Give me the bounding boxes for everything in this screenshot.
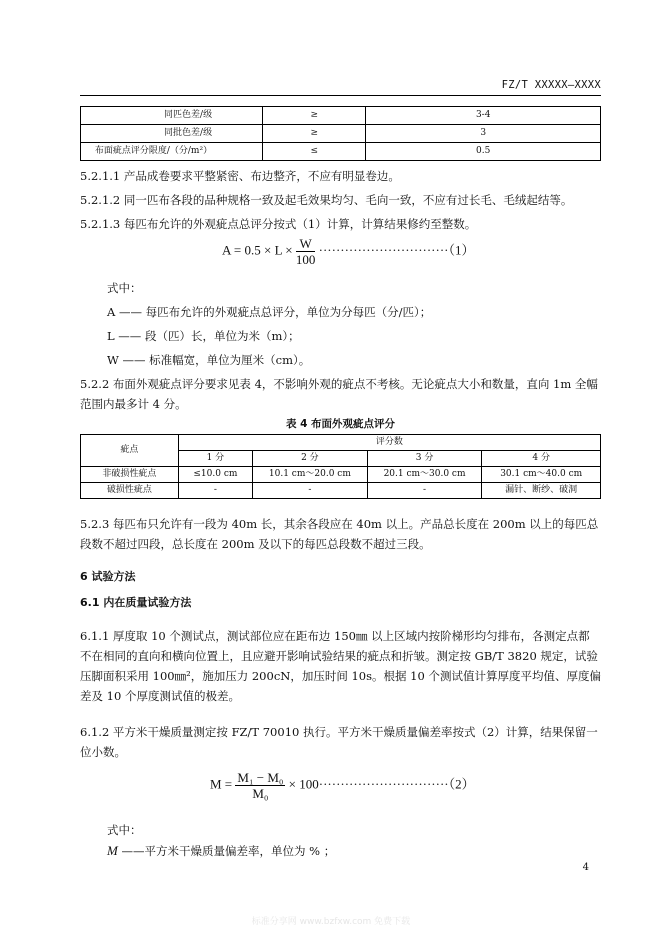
para-5-2-3: 5.2.3 每匹布只允许有一段为 40m 长，其余各段应在 40m 以上。产品总长度在 200m 以上的每匹总段数不超过四段，总长度在 200m 及以下的每匹总段数不超过三段。 <box>80 517 599 551</box>
table-cell: ≤10.0 cm <box>178 467 252 483</box>
formula-2-lhs: M = <box>210 776 233 792</box>
table-cell: - <box>367 483 482 499</box>
table-row <box>81 467 601 483</box>
row-operator: ≥ <box>263 125 366 143</box>
score-head: 4 分 <box>482 451 601 467</box>
formula-1-leader: ······························ <box>318 242 449 258</box>
para-5-2-1-2: 5.2.1.2 同一匹布各段的品种规格一致及起毛效果均匀、毛向一致，不应有过长毛、毛绒起结等。 <box>80 193 573 207</box>
definition-L: L —— 段（匹）长，单位为米（m）； <box>107 329 300 343</box>
definition-W: W —— 标准幅宽，单位为厘米（cm）。 <box>107 353 311 367</box>
score-head: 2 分 <box>253 451 368 467</box>
table-cell: - <box>253 483 368 499</box>
row-label: 同匹色差/级 <box>81 107 263 125</box>
table-4-caption: 表 4 布面外观疵点评分 <box>285 418 396 430</box>
formula-2 <box>210 770 475 801</box>
row-label: 同批色差/级 <box>81 125 263 143</box>
formula-1-denominator: 100 <box>295 252 316 267</box>
score-head: 1 分 <box>178 451 252 467</box>
formula-1-numerator: W <box>296 236 316 252</box>
where-label-2: 式中： <box>107 823 142 837</box>
defect-name: 破损性疵点 <box>81 483 179 499</box>
column-header-defect: 疵点 <box>81 435 179 467</box>
definition-A: A —— 每匹布允许的外观疵点总评分，单位为分每匹（分/匹）； <box>107 305 432 319</box>
para-6-1-1: 6.1.1 厚度取 10 个测试点，测试部位应在距布边 150㎜ 以上区域内按阶梯形均匀排布，各测定点都不在相同的直向和横向位置上，且应避开影响试验结果的疵点和折皱。测定按 GB/T 3820 规定，试验压脚面积采用 100㎜²，施加压力 200cN，加压时间 10s。根据 10 个测试值计算厚度平均值、厚度偏差及 10 个厚度测试值的极差。 <box>80 629 601 703</box>
row-operator: ≥ <box>263 107 366 125</box>
row-operator: ≤ <box>263 143 366 161</box>
table-header-row <box>81 435 601 451</box>
table-cell: 10.1 cm～20.0 cm <box>253 467 368 483</box>
formula-2-leader: ······························ <box>318 776 449 792</box>
table-4-defect-scoring <box>80 434 601 499</box>
definition-M-symbol: M <box>107 843 118 858</box>
formula-1 <box>222 236 475 267</box>
definition-M-text: ——平方米干燥质量偏差率，单位为 % ； <box>121 844 336 858</box>
column-header-score: 评分数 <box>178 435 600 451</box>
table-row <box>81 107 601 125</box>
table-row <box>81 483 601 499</box>
formula-2-fraction <box>235 770 285 801</box>
formula-1-fraction <box>296 236 316 267</box>
formula-1-lhs: A = 0.5 × L × <box>222 242 293 258</box>
document-code: FZ/T XXXXX—XXXX <box>501 79 601 91</box>
formula-2-numerator: M₁ − M₀ <box>237 770 284 785</box>
page-number: 4 <box>582 862 589 873</box>
footer-watermark: 标准分享网 www.bzfxw.com 免费下载 <box>251 917 411 927</box>
defect-name: 非破损性疵点 <box>81 467 179 483</box>
formula-2-denominator: M₀ <box>252 786 269 801</box>
row-value: 3-4 <box>366 107 601 125</box>
table-cell: 漏针、断纱、破洞 <box>482 483 601 499</box>
definition-M <box>107 841 335 861</box>
table-cell: 30.1 cm～40.0 cm <box>482 467 601 483</box>
table-row <box>81 125 601 143</box>
where-label-1: 式中： <box>107 281 142 295</box>
table-cell: - <box>178 483 252 499</box>
section-6-1-heading: 6.1 内在质量试验方法 <box>80 596 192 609</box>
score-head: 3 分 <box>367 451 482 467</box>
table-cell: 20.1 cm～30.0 cm <box>367 467 482 483</box>
table-color-defect-limits <box>80 106 601 161</box>
formula-2-tag: （2） <box>448 776 475 792</box>
row-label: 布面疵点评分限度/（分/m²） <box>81 143 263 161</box>
table-row <box>81 143 601 161</box>
formula-2-tail: × 100 <box>288 776 319 792</box>
header-rule <box>80 95 601 96</box>
row-value: 0.5 <box>366 143 601 161</box>
section-6-heading: 6 试验方法 <box>80 570 136 583</box>
para-5-2-2: 5.2.2 布面外观疵点评分要求见表 4，不影响外观的疵点不考核。无论疵点大小和数量，直向 1m 全幅范围内最多计 4 分。 <box>80 377 598 411</box>
para-5-2-1-1: 5.2.1.1 产品成卷要求平整紧密、布边整齐，不应有明显卷边。 <box>80 169 400 183</box>
row-value: 3 <box>366 125 601 143</box>
formula-1-tag: （1） <box>448 242 475 258</box>
para-6-1-2: 6.1.2 平方米干燥质量测定按 FZ/T 70010 执行。平方米干燥质量偏差率按式（2）计算，结果保留一位小数。 <box>80 725 598 759</box>
para-5-2-1-3: 5.2.1.3 每匹布允许的外观疵点总评分按式（1）计算，计算结果修约至整数。 <box>80 217 477 231</box>
